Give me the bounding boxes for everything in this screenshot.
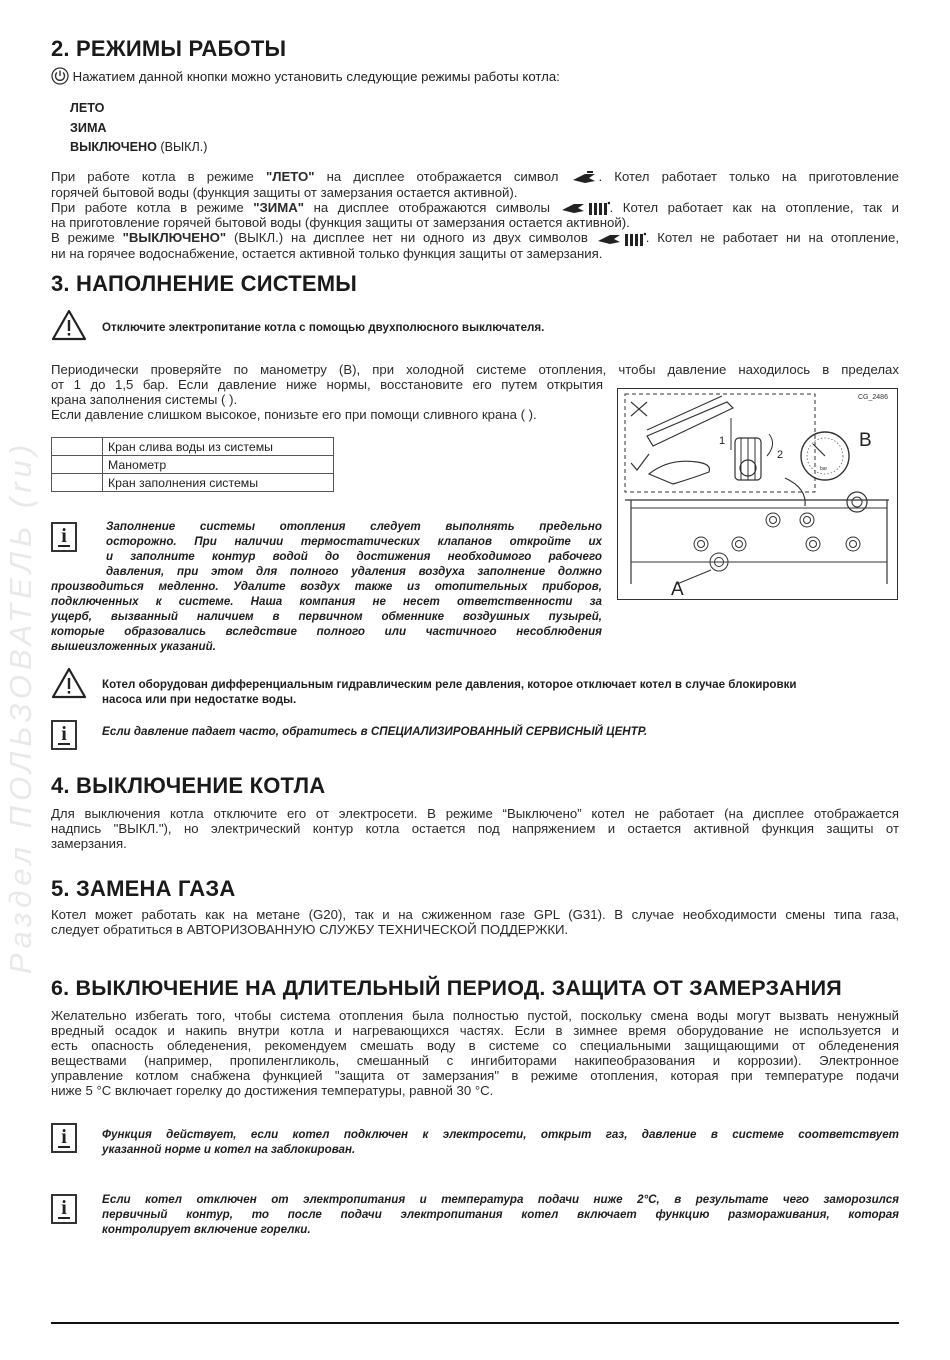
section-6-title: 6. ВЫКЛЮЧЕНИЕ НА ДЛИТЕЛЬНЫЙ ПЕРИОД. ЗАЩИТА ОТ ЗАМЕРЗАНИЯ	[51, 976, 842, 1000]
warning-triangle-icon	[51, 667, 87, 699]
mode-desc-line: горячей бытовой воды (функция защиты от замерзания остается активной).	[51, 184, 518, 200]
section-4-title: 4. ВЫКЛЮЧЕНИЕ КОТЛА	[51, 773, 326, 798]
mode-description	[51, 169, 899, 261]
figure-code: CG_2486	[858, 394, 888, 401]
table-row: Кран слива воды из системы	[52, 438, 334, 456]
pressure-line: от 1 до 1,5 бар. Если давление ниже нормы, восстановите его путем открытия	[51, 377, 603, 392]
pressure-relay-warning: Котел оборудован дифференциальным гидравлическим реле давления, которое отключает котел в случае блокировки насоса или при недостатке воды.	[102, 678, 797, 706]
warning-power-off: Отключите электропитание котла с помощью двухполюсного выключателя.	[102, 321, 545, 334]
info-manual-icon: i	[51, 522, 77, 552]
info-manual-icon: i	[51, 1194, 77, 1224]
frost-paragraph: Желательно избегать того, чтобы система отопления была полностью пустой, поскольку смена воды могут вызвать ненужный вредный осадок и накипь внутри котла и нагревающихся частях. Если в зимнее время оборудование не используется и есть опасность обледенения, рекомендуем смешать воду в системе со специальными защищающими от обледенения веществами (например, пропиленгликоль, смешанный с ингибиторами накипеобразования и коррозии). Электронное управление котлом снабжена функцией "защита от замерзания" в режиме отопления, которая при температуре подачи ниже 5 °С включает горелку до достижения температуры, равной 30 °С.	[51, 1008, 899, 1098]
radiator-symbol-icon	[588, 201, 610, 215]
boiler-figure	[617, 388, 898, 600]
mode-desc-line: При работе котла в режиме "ЛЕТО" на дисплее отображается символ . Котел работает только на приготовление	[51, 169, 899, 184]
filling-note: Заполнение системы отопления следует выполнять предельно осторожно. При наличии термостатических клапанов откройте их и заполните контур водой до достижения необходимого рабочего давления, при этом для полного удаления воздуха заполнение должно	[106, 520, 602, 578]
pressure-line: Если давление слишком высокое, понизьте его при помощи сливного крана ( ).	[51, 407, 537, 422]
filling-note-cont: производиться медленно. Удалите воздух также из отопительных приборов, подключенных к системе. Наша компания не несет ответственности за ущерб, вызванный наличием в первичном обменнике воздушных пузырей, которые образовались вследствие полного или частичного несоблюдения вышеизложенных указаний.	[51, 580, 602, 653]
service-center-note: Если давление падает часто, обратитесь в СПЕЦИАЛИЗИРОВАННЫЙ СЕРВИСНЫЙ ЦЕНТР.	[102, 725, 648, 738]
defrost-note: Если котел отключен от электропитания и температура подачи ниже 2°С, в результате чего заморозился первичный контур, то после подачи электропитания котел включает функцию размораживания, которая контролирует включение горелки.	[102, 1193, 899, 1236]
mode-intro-text: Нажатием данной кнопки можно установить следующие режимы работы котла:	[72, 69, 560, 84]
footer-rule	[51, 1322, 899, 1324]
mode-intro	[51, 67, 560, 85]
table-row: Кран заполнения системы	[52, 474, 334, 492]
tap-symbol-icon	[596, 232, 624, 246]
gauge-unit: bar	[820, 466, 828, 472]
tap-symbol-icon	[571, 171, 599, 185]
tap-symbol-icon	[560, 201, 588, 215]
gas-paragraph: Котел может работать как на метане (G20), так и на сжиженном газе GPL (G31). В случае необходимости смены типа газа, следует обратиться в АВТОРИЗОВАННУЮ СЛУЖБУ ТЕХНИЧЕСКОЙ ПОДДЕРЖКИ.	[51, 907, 899, 937]
mode-list	[70, 99, 207, 158]
component-legend-table	[51, 437, 334, 492]
figure-label-1: 1	[719, 435, 726, 447]
mode-winter: ЗИМА	[70, 120, 107, 135]
mode-desc-line: ни на горячее водоснабжение, остается активной только функция защиты от замерзания.	[51, 245, 603, 261]
table-row: Манометр	[52, 456, 334, 474]
mode-desc-line: При работе котла в режиме "ЗИМА" на дисплее отображаются символы . Котел работает как на отопление, так и	[51, 199, 899, 215]
section-5-title: 5. ЗАМЕНА ГАЗА	[51, 876, 236, 901]
mode-desc-line: на приготовление горячей бытовой воды (функция защиты от замерзания остается активной).	[51, 215, 630, 231]
radiator-symbol-icon	[624, 232, 646, 246]
frost-function-note: Функция действует, если котел подключен к электросети, открыт газ, давление в системе соответствует указанной норме и котел на заблокирован.	[102, 1128, 899, 1156]
mode-summer: ЛЕТО	[70, 101, 105, 115]
shutdown-paragraph: Для выключения котла отключите его от электросети. В режиме “Выключено” котел не работает (на дисплее отображается надпись "ВЫКЛ."), но электрический контур котла остается под напряжением и остается активной функция защиты от замерзания.	[51, 806, 899, 851]
power-button-icon	[51, 67, 69, 85]
side-section-label: Раздел ПОЛЬЗОВАТЕЛЬ (ru)	[3, 439, 38, 975]
figure-label-2: 2	[777, 449, 784, 461]
mode-desc-line: В режиме "ВЫКЛЮЧЕНО" (ВЫКЛ.) на дисплее нет ни одного из двух символов . Котел не работает ни на отопление,	[51, 230, 900, 246]
pressure-paragraph	[51, 362, 899, 377]
figure-label-a: A	[671, 579, 684, 600]
mode-off: ВЫКЛЮЧЕНО (ВЫКЛ.)	[70, 140, 208, 154]
section-3-title: 3. НАПОЛНЕНИЕ СИСТЕМЫ	[51, 271, 358, 296]
pressure-line: Периодически проверяйте по манометру (В), при холодной системе отопления, чтобы давление находилось в пределах	[51, 362, 899, 377]
section-2-title: 2. РЕЖИМЫ РАБОТЫ	[51, 36, 287, 61]
figure-label-b: B	[859, 430, 872, 451]
pressure-paragraph-cont	[51, 377, 603, 422]
info-manual-icon: i	[51, 720, 77, 750]
info-manual-icon: i	[51, 1123, 77, 1153]
warning-triangle-icon	[51, 309, 87, 341]
pressure-line: крана заполнения системы ( ).	[51, 392, 238, 407]
